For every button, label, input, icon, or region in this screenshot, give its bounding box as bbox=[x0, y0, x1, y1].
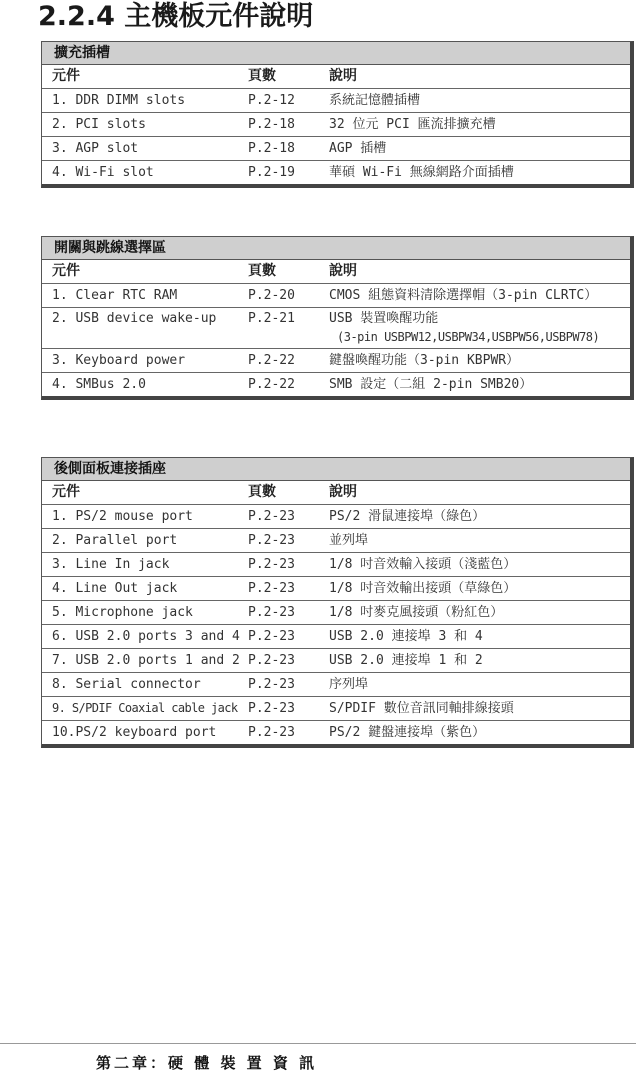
footer-divider bbox=[0, 1043, 636, 1044]
row-component: 3. AGP slot bbox=[52, 141, 139, 156]
page-title: 2.2.4 主機板元件說明 bbox=[38, 1, 314, 32]
table-row bbox=[42, 625, 630, 649]
table-row bbox=[42, 161, 630, 184]
row-component: 1. DDR DIMM slots bbox=[52, 93, 186, 108]
row-description: CMOS 組態資料清除選擇帽（3-pin CLRTC） bbox=[329, 288, 598, 303]
row-description: 1/8 吋音效輸出接頭（草綠色） bbox=[329, 581, 517, 596]
table-row bbox=[42, 505, 630, 529]
table-header-row bbox=[42, 260, 630, 284]
row-page: P.2-23 bbox=[248, 677, 295, 692]
table-row bbox=[42, 673, 630, 697]
table-row bbox=[42, 601, 630, 625]
table-row bbox=[42, 373, 630, 396]
row-description: 系統記憶體插槽 bbox=[329, 93, 421, 108]
row-component: 6. USB 2.0 ports 3 and 4 bbox=[52, 629, 240, 644]
rear-panel-table bbox=[41, 457, 634, 748]
row-description: S/PDIF 數位音訊同軸排線接頭 bbox=[329, 701, 514, 716]
row-description: SMB 設定（二組 2-pin SMB20） bbox=[329, 377, 533, 392]
row-description: USB 2.0 連接埠 1 和 2 bbox=[329, 653, 483, 668]
table-row bbox=[42, 113, 630, 137]
row-component: 3. Keyboard power bbox=[52, 353, 186, 368]
row-component: 1. Clear RTC RAM bbox=[52, 288, 178, 303]
row-page: P.2-23 bbox=[248, 701, 295, 716]
row-component: 3. Line In jack bbox=[52, 557, 170, 572]
row-component: 5. Microphone jack bbox=[52, 605, 193, 620]
row-page: P.2-22 bbox=[248, 353, 295, 368]
table-row bbox=[42, 137, 630, 161]
row-description bbox=[329, 310, 599, 346]
row-description: 1/8 吋麥克風接頭（粉紅色） bbox=[329, 605, 504, 620]
header-description: 說明 bbox=[329, 68, 357, 84]
header-page: 頁數 bbox=[248, 68, 276, 84]
row-page: P.2-21 bbox=[248, 311, 295, 326]
row-description: 華碩 Wi-Fi 無線網路介面插槽 bbox=[329, 165, 514, 180]
row-description: PS/2 鍵盤連接埠（紫色） bbox=[329, 725, 486, 740]
table-row bbox=[42, 721, 630, 744]
row-component: 2. Parallel port bbox=[52, 533, 178, 548]
row-page: P.2-18 bbox=[248, 141, 295, 156]
row-component: 7. USB 2.0 ports 1 and 2 bbox=[52, 653, 240, 668]
row-page: P.2-23 bbox=[248, 557, 295, 572]
row-description-line2: (3-pin USBPW12,USBPW34,USBPW56,USBPW78) bbox=[337, 330, 600, 344]
row-page: P.2-18 bbox=[248, 117, 295, 132]
row-description: 1/8 吋音效輸入接頭（淺藍色） bbox=[329, 557, 517, 572]
chapter-footer: 第二章：硬 體 裝 置 資 訊 bbox=[96, 1054, 318, 1072]
table-caption: 後側面板連接插座 bbox=[42, 458, 630, 481]
row-component: 2. PCI slots bbox=[52, 117, 146, 132]
table-caption: 開關與跳線選擇區 bbox=[42, 237, 630, 260]
row-component: 8. Serial connector bbox=[52, 677, 201, 692]
expansion-slots-table bbox=[41, 41, 634, 188]
table-row bbox=[42, 529, 630, 553]
row-page: P.2-23 bbox=[248, 725, 295, 740]
header-description: 說明 bbox=[329, 263, 357, 279]
row-description: 鍵盤喚醒功能（3-pin KBPWR） bbox=[329, 353, 520, 368]
header-component: 元件 bbox=[52, 68, 80, 84]
row-page: P.2-23 bbox=[248, 533, 295, 548]
row-page: P.2-23 bbox=[248, 509, 295, 524]
header-component: 元件 bbox=[52, 263, 80, 279]
header-page: 頁數 bbox=[248, 484, 276, 500]
row-component: 4. SMBus 2.0 bbox=[52, 377, 146, 392]
table-row bbox=[42, 349, 630, 373]
row-component: 10.PS/2 keyboard port bbox=[52, 725, 217, 740]
table-row bbox=[42, 577, 630, 601]
row-page: P.2-23 bbox=[248, 629, 295, 644]
header-description: 說明 bbox=[329, 484, 357, 500]
row-component: 4. Line Out jack bbox=[52, 581, 178, 596]
row-page: P.2-23 bbox=[248, 581, 295, 596]
header-page: 頁數 bbox=[248, 263, 276, 279]
row-page: P.2-20 bbox=[248, 288, 295, 303]
table-row bbox=[42, 649, 630, 673]
table-row bbox=[42, 89, 630, 113]
table-header-row bbox=[42, 65, 630, 89]
table-row bbox=[42, 553, 630, 577]
jumpers-table bbox=[41, 236, 634, 400]
row-page: P.2-12 bbox=[248, 93, 295, 108]
table-row bbox=[42, 697, 630, 721]
row-description-line1: USB 裝置喚醒功能 bbox=[329, 311, 439, 326]
row-description: PS/2 滑鼠連接埠（綠色） bbox=[329, 509, 486, 524]
header-component: 元件 bbox=[52, 484, 80, 500]
row-component: 2. USB device wake-up bbox=[52, 311, 217, 326]
row-page: P.2-19 bbox=[248, 165, 295, 180]
table-row bbox=[42, 284, 630, 308]
row-component: 1. PS/2 mouse port bbox=[52, 509, 193, 524]
row-component: 4. Wi-Fi slot bbox=[52, 165, 154, 180]
row-page: P.2-22 bbox=[248, 377, 295, 392]
row-description: 序列埠 bbox=[329, 677, 369, 692]
table-caption: 擴充插槽 bbox=[42, 42, 630, 65]
table-header-row bbox=[42, 481, 630, 505]
row-page: P.2-23 bbox=[248, 653, 295, 668]
row-description: 32 位元 PCI 匯流排擴充槽 bbox=[329, 117, 496, 132]
row-component: 9. S/PDIF Coaxial cable jack bbox=[52, 701, 238, 715]
row-description: AGP 插槽 bbox=[329, 141, 387, 156]
row-page: P.2-23 bbox=[248, 605, 295, 620]
row-description: 並列埠 bbox=[329, 533, 369, 548]
row-description: USB 2.0 連接埠 3 和 4 bbox=[329, 629, 483, 644]
table-row bbox=[42, 308, 630, 349]
